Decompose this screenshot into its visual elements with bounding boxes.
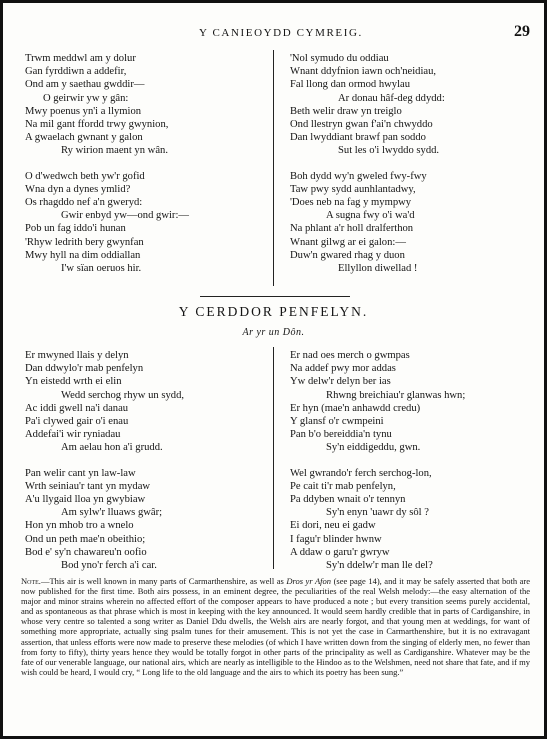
verse-line: Pan welir cant yn law-law [25, 467, 136, 479]
poem1-left-column [25, 52, 189, 287]
poem1-left-stanza-1 [25, 52, 189, 158]
verse-line: Na addef pwy mor addas [290, 363, 396, 375]
verse-line: O d'wedwch beth yw'r gofid [25, 170, 145, 182]
verse-line: Ac iddi gwell na'i danau [25, 402, 129, 414]
verse-line: Pa ddyben wnait o'r tennyn [290, 494, 406, 506]
page-number: 29 [514, 23, 530, 40]
song-left-stanza-1 [25, 349, 184, 455]
verse-line: Sy'n ddelw'r man lle del? [326, 560, 433, 572]
verse-line: I'w sïan oeruos hir. [61, 263, 142, 275]
verse-line: Wnant gilwg ar ei galon:— [290, 236, 406, 248]
verse-line: Dan ddwylo'r mab penfelyn [25, 363, 144, 375]
verse-line: A sugna fwy o'i wa'd [326, 210, 415, 222]
verse-line: Sut les o'i lwyddo sydd. [338, 145, 440, 157]
verse-line: Ry wirion maent yn wân. [61, 145, 168, 157]
verse-line: Ellyllon diwellad ! [338, 263, 418, 275]
poem1-right-column [290, 52, 445, 287]
verse-line: Am sylw'r lluaws gwâr; [61, 507, 163, 519]
footnote [21, 576, 530, 677]
verse-line: Duw'n gwared rhag y duon [290, 249, 405, 261]
verse-line: Ond am y saethau gwddir— [25, 79, 145, 91]
footnote-text: —This air is well known in many parts of Carmarthenshire, as well as [40, 576, 287, 586]
verse-line: Am aelau hon a'i grudd. [61, 442, 163, 454]
verse-line: 'Does neb na fag y mympwy [290, 197, 412, 209]
section-divider [200, 296, 350, 297]
verse-line: O geirwir yw y gân: [43, 92, 129, 104]
verse-line: Gwir enbyd yw—ond gwir:— [61, 210, 189, 222]
verse-line: Wnant ddyfnion iawn och'neidiau, [290, 66, 437, 78]
verse-line: Y glansf o'r cwmpeini [290, 416, 384, 428]
verse-line: Boh dydd wy'n gweled fwy-fwy [290, 170, 427, 182]
verse-line: Yn eistedd wrth ei elin [25, 376, 122, 388]
verse-line: Os rhagddo nef a'n gweryd: [25, 197, 143, 209]
song-left-column [25, 349, 184, 584]
poem1-right-stanza-1 [290, 52, 445, 158]
verse-line: Beth welir draw yn treiglo [290, 105, 402, 117]
footnote-air-reference: Dros yr Afon [286, 576, 332, 586]
verse-line: Dan lwyddiant brawf pan soddo [290, 132, 426, 144]
running-title: Y CANIEOYDD CYMREIG. [199, 27, 363, 39]
verse-line: Yw delw'r delyn ber ias [290, 376, 391, 388]
song-left-stanza-2 [25, 467, 184, 573]
column-divider [273, 347, 274, 569]
verse-line: Wel gwrando'r ferch serchog-lon, [290, 467, 432, 479]
verse-line: Bod e' sy'n chawareu'n oofio [25, 546, 147, 558]
verse-line: Pe cait ti'r mab penfelyn, [290, 480, 396, 492]
verse-line: Wrth seiniau'r tant yn mydaw [25, 480, 151, 492]
footnote-text: (see page 14), and it may be safely asserted that both are now published for the first time. Both airs possess, in an eminent degree, the peculiarities of the real Welsh melody:—the easy alternation of the major and minor strains wherein no affected effort of the composer appears to have produced a note ; but every transition seems purely accidental, and as spontaneous as that phrase which is most in keeping with the key announced. It would seem hardly credible that in parts of Cardiganshire, in whose very centre so talented a song writer as Daniel Ddu dwells, the Welsh airs are nearly forgot, and that young men at weddings, for want of something more appropriate, actually sing psalm tunes for their amusement. This is not yet the case in Carmarthenshire, but it is no extravagant assertion, that unless efforts were now made to preserve these melodies (of which I have written down from the singing of elderly men, no fewer than from forty to fifty), thirty years hence they would be totally forgot in other parts of the principality as well as Cardiganshire. Whatever may be the fate of our venerable language, our national airs, which are nearly as intelligible to the Hindoo as to the Welshmen, need not share that fate, and if my wish could be heard, I would cry, “ Long life to the old language and the airs to which its poetry has been sung.” [21, 576, 530, 677]
verse-line: Sy'n enyn 'uawr dy sôl ? [326, 507, 429, 519]
verse-line: A gwaelach gwnant y galon [25, 132, 143, 144]
song-right-stanza-2 [290, 467, 465, 573]
verse-line: Gan fyrddiwn a addefir, [25, 66, 127, 78]
column-divider [273, 50, 274, 286]
verse-line: Er mwyned llais y delyn [25, 350, 129, 361]
poem1-right-stanza-2 [290, 170, 445, 276]
verse-line: Ar donau hâf-deg ddydd: [338, 92, 445, 104]
verse-line: Na phlant a'r holl dralferthon [290, 223, 414, 235]
verse-line: Pa'i clywed gair o'i enau [25, 416, 129, 428]
verse-line: Pan b'o bereiddia'n tynu [290, 429, 392, 441]
song-right-stanza-1 [290, 349, 465, 455]
verse-line: Ond llestryn gwan f'ai'n chwyddo [290, 119, 433, 131]
verse-line: Fal llong dan ormod hwylau [290, 79, 411, 91]
verse-line: Er nad oes merch o gwmpas [290, 350, 410, 361]
song-right-column [290, 349, 465, 584]
verse-line: Er hyn (mae'n anhawdd credu) [290, 402, 421, 414]
verse-line: 'Nol symudo du oddiau [290, 53, 389, 64]
running-header [3, 21, 544, 43]
verse-line: Hon yn mhob tro a wnelo [25, 520, 134, 532]
song-air-subtitle: Ar yr un Dôn. [242, 327, 305, 338]
verse-line: Wedd serchog rhyw un sydd, [61, 389, 185, 401]
verse-line: Addefai'i wir ryniadau [25, 429, 121, 441]
verse-line: Pob un fag iddo'i hunan [25, 223, 126, 235]
poem1-left-stanza-2 [25, 170, 189, 276]
verse-line: Na mil gant ffordd trwy gwynion, [25, 119, 169, 131]
verse-line: Bod yno'r ferch a'i car. [61, 560, 157, 572]
verse-line: Wna dyn a dynes ymlid? [25, 183, 131, 195]
verse-line: A ddaw o garu'r gwryw [290, 546, 390, 558]
verse-line: 'Rhyw ledrith bery gwynfan [25, 236, 144, 248]
verse-line: I fagu'r blinder hwnw [290, 533, 382, 545]
verse-line: Rhwng breichiau'r glanwas hwn; [326, 389, 466, 401]
verse-line: A'u llygaid lloa yn gwybiaw [25, 494, 146, 506]
song-title: Y CERDDOR PENFELYN. [178, 304, 369, 319]
verse-line: Ei dori, neu ei gadw [290, 520, 376, 532]
verse-line: Taw pwy sydd aunhlantadwy, [290, 183, 416, 195]
verse-line: Mwy hyll na dim oddiallan [25, 249, 141, 261]
footnote-label: Note. [21, 576, 41, 586]
verse-line: Mwy poenus yn'i a llymion [25, 105, 142, 117]
verse-line: Ond un peth mae'n obeithio; [25, 533, 146, 545]
verse-line: Sy'n eiddigeddu, gwn. [326, 442, 421, 454]
verse-line: Trwm meddwl am y dolur [25, 53, 136, 64]
